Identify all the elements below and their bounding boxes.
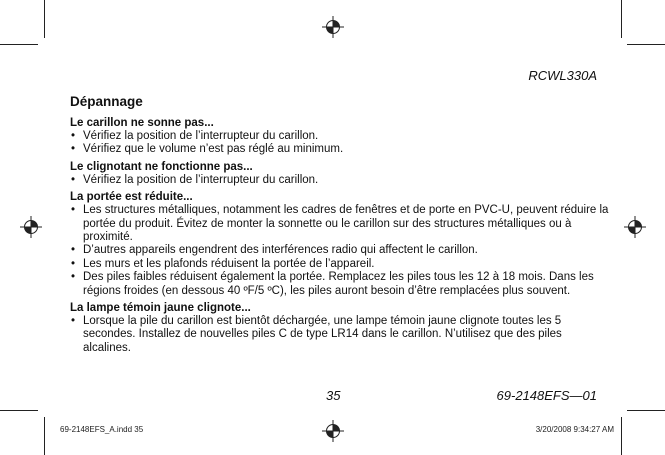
- section-title: La lampe témoin jaune clignote...: [70, 302, 251, 315]
- slug-datetime: 3/20/2008 9:34:27 AM: [535, 425, 614, 434]
- bullet-list: [70, 315, 610, 355]
- list-item: • D’autres appareils engendrent des interférences radio qui affectent le carillon.: [70, 244, 610, 257]
- model-number: RCWL330A: [528, 68, 597, 83]
- list-item: • Vérifiez la position de l’interrupteur du carillon.: [70, 130, 610, 143]
- crop-mark: [44, 417, 45, 455]
- bullet-list: [70, 174, 610, 187]
- registration-mark-icon: [624, 216, 646, 238]
- registration-mark-icon: [20, 216, 42, 238]
- crop-mark: [44, 0, 45, 38]
- registration-mark-icon: [322, 16, 344, 38]
- crop-mark: [621, 0, 622, 38]
- list-item: • Vérifiez la position de l’interrupteur du carillon.: [70, 174, 610, 187]
- bullet-list: [70, 130, 610, 157]
- crop-mark: [627, 410, 665, 411]
- troubleshooting-content: [70, 116, 610, 355]
- crop-mark: [0, 44, 38, 45]
- crop-mark: [621, 417, 622, 455]
- section-title: Le carillon ne sonne pas...: [70, 117, 214, 129]
- page-title: Dépannage: [70, 94, 143, 109]
- registration-mark-icon: [322, 420, 344, 442]
- page-number: 35: [326, 388, 341, 403]
- slug-file: 69-2148EFS_A.indd 35: [60, 425, 144, 434]
- list-item: • Les structures métalliques, notamment les cadres de fenêtres et de porte en PVC-U, peuvent réduire la portée du produit. Évitez de monter la sonnette ou le carillon sur des structures métalliques ou à proximité.: [70, 204, 610, 244]
- section-title: La portée est réduite...: [70, 191, 193, 204]
- list-item: • Des piles faibles réduisent également la portée. Remplacez les piles tous les 12 à 18 mois. Dans les régions froides (en dessous 40 ºF/5 ºC), les piles auront besoin d’être remplacées plus souvent.: [70, 271, 610, 298]
- list-item: • Les murs et les plafonds réduisent la portée de l’appareil.: [70, 258, 610, 271]
- document-number: 69-2148EFS—01: [496, 388, 597, 403]
- list-item: • Vérifiez que le volume n’est pas réglé au minimum.: [70, 143, 610, 156]
- list-item: • Lorsque la pile du carillon est bientôt déchargée, une lampe témoin jaune clignote toutes les 5 secondes. Installez de nouvelles piles C de type LR14 dans le carillon. N’utilisez que des piles alcalines.: [70, 315, 610, 355]
- bullet-list: [70, 204, 610, 298]
- crop-mark: [0, 410, 38, 411]
- crop-mark: [627, 44, 665, 45]
- section-title: Le clignotant ne fonctionne pas...: [70, 160, 253, 173]
